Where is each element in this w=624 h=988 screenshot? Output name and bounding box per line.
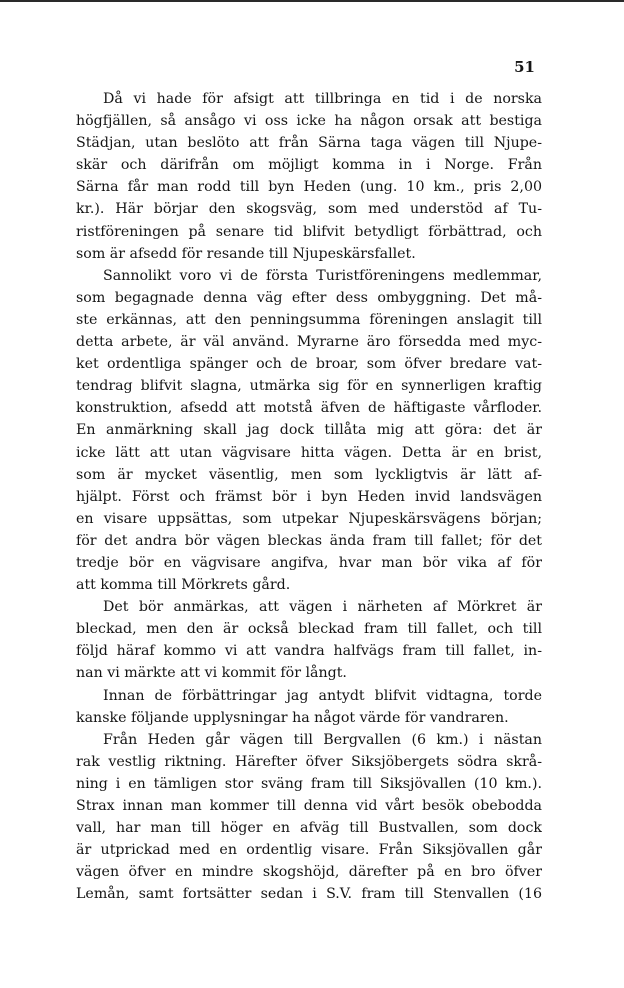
top-border-rule xyxy=(0,0,624,2)
text-line: detta arbete, är väl använd. Myrarne äro försedda med myc- xyxy=(76,334,542,351)
text-line: En anmärkning skall jag dock tillåta mig att göra: det är xyxy=(76,422,542,439)
text-line: kanske följande upplysningar ha något värde för vandraren. xyxy=(76,709,509,726)
text-line: som är afsedd för resande till Njupeskärsfallet. xyxy=(76,245,416,262)
text-line: Innan de förbättringar jag antydt blifvit vidtagna, torde xyxy=(103,687,542,704)
text-line: som är mycket väsentlig, men som lyckligtvis är lätt af- xyxy=(76,466,542,483)
body-text xyxy=(76,88,542,905)
text-line: ning i en tämligen stor sväng fram till Siksjövallen (10 km.). xyxy=(76,775,542,792)
text-line: en visare uppsättas, som utpekar Njupeskärsvägens början; xyxy=(76,510,542,527)
text-line: hjälpt. Först och främst bör i byn Heden invid landsvägen xyxy=(76,488,542,505)
text-line: Särna får man rodd till byn Heden (ung. 10 km., pris 2,00 xyxy=(76,179,542,196)
text-line: högfjällen, så ansågo vi oss icke ha någon orsak att bestiga xyxy=(76,113,542,130)
text-line: för det andra bör vägen bleckas ända fram till fallet; för det xyxy=(76,532,542,549)
text-line: vägen öfver en mindre skogshöjd, därefter på en bro öfver xyxy=(76,864,542,881)
text-line: Lemån, samt fortsätter sedan i S.V. fram till Stenvallen (16 xyxy=(76,886,542,903)
text-line: Det bör anmärkas, att vägen i närheten af Mörkret är xyxy=(103,599,542,616)
text-line: nan vi märkte att vi kommit för långt. xyxy=(76,665,347,682)
text-line: Strax innan man kommer till denna vid vårt besök obebodda xyxy=(76,798,542,814)
page-number: 51 xyxy=(514,58,535,76)
text-line: Då vi hade för afsigt att tillbringa en tid i de norska xyxy=(103,91,542,107)
text-line: som begagnade denna väg efter dess ombyggning. Det må- xyxy=(76,289,542,306)
text-line: att komma till Mörkrets gård. xyxy=(76,577,291,594)
text-line: tendrag blifvit slagna, utmärka sig för en synnerligen kraftig xyxy=(76,378,542,395)
text-line: skär och därifrån om möjligt komma in i Norge. Från xyxy=(76,157,542,174)
text-line: vall, har man till höger en afväg till Bustvallen, som dock xyxy=(76,820,542,837)
text-line: rak vestlig riktning. Härefter öfver Siksjöbergets södra skrå- xyxy=(76,753,542,770)
text-line: ristföreningen på senare tid blifvit betydligt förbättrad, och xyxy=(76,223,542,240)
text-line: ket ordentliga spänger och de broar, som öfver bredare vat- xyxy=(76,356,542,373)
text-line: tredje bör en vägvisare angifva, hvar man bör vika af för xyxy=(76,554,542,571)
text-line: är utprickad med en ordentlig visare. Från Siksjövallen går xyxy=(76,842,542,859)
text-line: kr.). Här börjar den skogsväg, som med understöd af Tu- xyxy=(76,201,542,218)
text-line: bleckad, men den är också bleckad fram till fallet, och till xyxy=(76,621,542,638)
text-line: ste erkännas, att den penningsumma föreningen anslagit till xyxy=(76,311,542,328)
text-line: Städjan, utan beslöto att från Särna taga vägen till Njupe- xyxy=(76,135,542,152)
text-line: Sannolikt voro vi de första Turistföreningens medlemmar, xyxy=(103,267,542,284)
text-line: icke lätt att utan vägvisare hitta vägen. Detta är en brist, xyxy=(76,444,542,461)
text-line: följd häraf kommo vi att vandra halfvägs fram till fallet, in- xyxy=(76,643,542,660)
text-line: konstruktion, afsedd att motstå äfven de häftigaste vårfloder. xyxy=(76,400,542,417)
text-line: Från Heden går vägen till Bergvallen (6 km.) i nästan xyxy=(103,731,542,748)
